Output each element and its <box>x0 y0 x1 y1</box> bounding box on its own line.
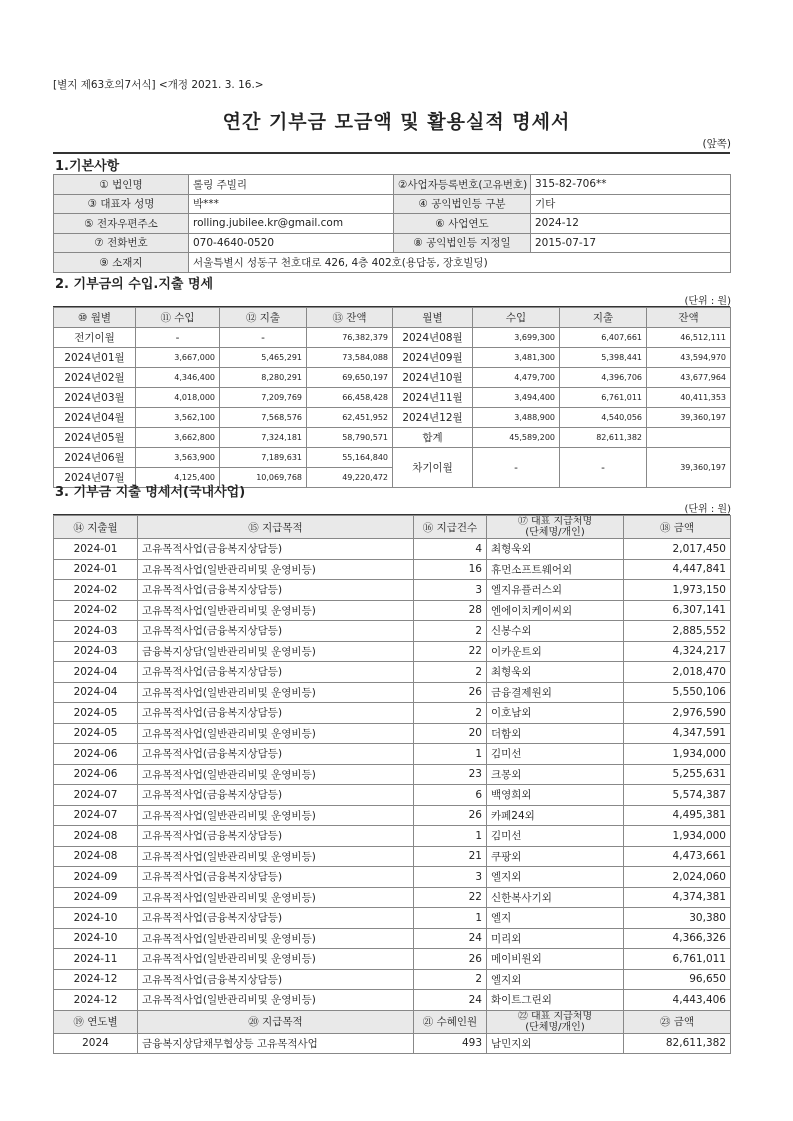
count-cell: 2 <box>414 621 487 642</box>
header-line: ㉒ 대표 지급처명 <box>517 1010 593 1022</box>
income-cell: 3,562,100 <box>136 408 220 428</box>
amount-cell: 4,473,661 <box>624 846 731 867</box>
summary-row <box>54 1033 731 1054</box>
month-cell: 2024-08 <box>54 846 138 867</box>
expenditure-row <box>54 908 731 929</box>
amount-cell: 4,366,326 <box>624 928 731 949</box>
info-row <box>54 214 731 234</box>
info-row <box>54 175 731 195</box>
balance-cell: 73,584,088 <box>307 348 393 368</box>
count-cell: 3 <box>414 580 487 601</box>
purpose-cell: 고유목적사업(금융복지상담등) <box>138 969 414 990</box>
info-label: ②사업자등록번호(고유번호) <box>394 175 531 195</box>
amount-cell: 4,347,591 <box>624 723 731 744</box>
column-header: ㉑ 수혜인원 <box>414 1010 487 1033</box>
payee-cell: 최형욱외 <box>487 662 624 683</box>
payee-cell: 이호남외 <box>487 703 624 724</box>
expenditure-row <box>54 744 731 765</box>
payee-cell: 신봉수외 <box>487 621 624 642</box>
header-line: ⑰ 대표 지급처명 <box>517 516 593 527</box>
amount-cell: 2,017,450 <box>624 539 731 560</box>
column-header: ⑪ 수입 <box>136 308 220 328</box>
info-label: ⑦ 전화번호 <box>54 233 189 253</box>
balance-cell: 62,451,952 <box>307 408 393 428</box>
month-cell: 2024-11 <box>54 949 138 970</box>
column-header: 수입 <box>473 308 560 328</box>
purpose-cell: 고유목적사업(금융복지상담등) <box>138 580 414 601</box>
address-value: 서울특별시 성동구 천호대로 426, 4층 402호(용답동, 장호빌딩) <box>189 253 731 273</box>
header-line: (단체명/개인) <box>525 1021 585 1033</box>
count-cell: 26 <box>414 949 487 970</box>
month-cell: 2024-02 <box>54 580 138 601</box>
amount-cell: 5,255,631 <box>624 764 731 785</box>
month-cell: 2024-04 <box>54 662 138 683</box>
month-row <box>54 368 731 388</box>
info-label: ⑤ 전자우편주소 <box>54 214 189 234</box>
info-label: ③ 대표자 성명 <box>54 194 189 214</box>
payee-cell: 카페24외 <box>487 805 624 826</box>
count-cell: 2 <box>414 969 487 990</box>
amount-cell: 5,574,387 <box>624 785 731 806</box>
income-cell: 45,589,200 <box>473 428 560 448</box>
info-label: ④ 공익법인등 구분 <box>394 194 531 214</box>
purpose-cell: 고유목적사업(일반관리비및 운영비등) <box>138 764 414 785</box>
income-cell: 4,346,400 <box>136 368 220 388</box>
expense-cell: 6,761,011 <box>560 388 647 408</box>
form-number: [별지 제63호의7서식] <개정 2021. 3. 16.> <box>53 79 264 91</box>
payee-cell: 엘지외 <box>487 867 624 888</box>
page-side-label: (앞쪽) <box>702 138 731 150</box>
year-cell: 2024 <box>54 1033 138 1054</box>
month-cell: 2024년09월 <box>393 348 473 368</box>
expense-cell: 8,280,291 <box>220 368 307 388</box>
payee-cell: 화이트그린외 <box>487 990 624 1011</box>
purpose-cell: 고유목적사업(금융복지상담등) <box>138 785 414 806</box>
info-row <box>54 194 731 214</box>
expenditure-row <box>54 805 731 826</box>
header-line: (단체명/개인) <box>525 527 585 538</box>
payee-cell: 김미선 <box>487 826 624 847</box>
expense-cell: 10,069,768 <box>220 468 307 488</box>
purpose-cell: 고유목적사업(금융복지상담등) <box>138 539 414 560</box>
expenditure-row <box>54 662 731 683</box>
count-cell: 23 <box>414 764 487 785</box>
section2-unit: (단위 : 원) <box>684 296 731 307</box>
month-cell: 2024-01 <box>54 539 138 560</box>
column-header: 지출 <box>560 308 647 328</box>
month-cell: 2024년08월 <box>393 328 473 348</box>
income-cell: 4,018,000 <box>136 388 220 408</box>
purpose-cell: 금융복지상담채무협상등 고유목적사업 <box>138 1033 414 1054</box>
payee-cell: 최형욱외 <box>487 539 624 560</box>
purpose-cell: 고유목적사업(일반관리비및 운영비등) <box>138 887 414 908</box>
column-header: ⑯ 지급건수 <box>414 516 487 539</box>
expense-cell: 6,407,661 <box>560 328 647 348</box>
month-cell: 2024년03월 <box>54 388 136 408</box>
purpose-cell: 금융복지상담(일반관리비및 운영비등) <box>138 641 414 662</box>
section1-title: 1.기본사항 <box>55 159 120 174</box>
count-cell: 22 <box>414 641 487 662</box>
carry-forward-balance: 39,360,197 <box>647 448 731 488</box>
month-cell: 2024년10월 <box>393 368 473 388</box>
column-header: ⑱ 금액 <box>624 516 731 539</box>
expenditure-row <box>54 682 731 703</box>
count-cell: 24 <box>414 928 487 949</box>
month-cell: 합계 <box>393 428 473 448</box>
purpose-cell: 고유목적사업(금융복지상담등) <box>138 867 414 888</box>
address-row <box>54 253 731 273</box>
purpose-cell: 고유목적사업(금융복지상담등) <box>138 621 414 642</box>
info-value: 롤링 주빌리 <box>189 175 394 195</box>
amount-cell: 2,018,470 <box>624 662 731 683</box>
balance-cell: 66,458,428 <box>307 388 393 408</box>
column-header: ⑫ 지출 <box>220 308 307 328</box>
carry-forward-month: 차기이월 <box>393 448 473 488</box>
month-row <box>54 328 731 348</box>
month-cell: 2024년07월 <box>54 468 136 488</box>
info-value: rolling.jubilee.kr@gmail.com <box>189 214 394 234</box>
info-value: 2024-12 <box>531 214 731 234</box>
address-label: ⑨ 소재지 <box>54 253 189 273</box>
amount-cell: 6,761,011 <box>624 949 731 970</box>
month-cell: 2024년01월 <box>54 348 136 368</box>
payee-cell: 크몽외 <box>487 764 624 785</box>
month-cell: 2024-01 <box>54 559 138 580</box>
income-cell: 3,662,800 <box>136 428 220 448</box>
summary-header-row <box>54 1010 731 1033</box>
purpose-cell: 고유목적사업(일반관리비및 운영비등) <box>138 928 414 949</box>
payee-cell: 이카운트외 <box>487 641 624 662</box>
expense-cell: 5,465,291 <box>220 348 307 368</box>
expenditure-row <box>54 723 731 744</box>
column-header <box>487 516 624 539</box>
income-cell: 3,481,300 <box>473 348 560 368</box>
count-cell: 2 <box>414 703 487 724</box>
month-cell: 2024년05월 <box>54 428 136 448</box>
month-cell: 2024년06월 <box>54 448 136 468</box>
income-cell: - <box>136 328 220 348</box>
expenditure-row <box>54 703 731 724</box>
month-cell: 2024년04월 <box>54 408 136 428</box>
count-cell: 24 <box>414 990 487 1011</box>
month-cell: 2024-09 <box>54 867 138 888</box>
column-header: 잔액 <box>647 308 731 328</box>
month-cell: 2024-05 <box>54 723 138 744</box>
payee-cell: 금융결제원외 <box>487 682 624 703</box>
expense-cell: 7,189,631 <box>220 448 307 468</box>
column-header: ㉓ 금액 <box>624 1010 731 1033</box>
income-cell: 4,125,400 <box>136 468 220 488</box>
income-cell: 3,699,300 <box>473 328 560 348</box>
purpose-cell: 고유목적사업(일반관리비및 운영비등) <box>138 600 414 621</box>
count-cell: 16 <box>414 559 487 580</box>
month-cell: 2024년11월 <box>393 388 473 408</box>
column-header: ⑲ 연도별 <box>54 1010 138 1033</box>
header-row <box>54 516 731 539</box>
amount-cell: 30,380 <box>624 908 731 929</box>
payee-cell: 엘지외 <box>487 969 624 990</box>
month-cell: 2024-02 <box>54 600 138 621</box>
expenditure-row <box>54 539 731 560</box>
count-cell: 26 <box>414 682 487 703</box>
expenditure-row <box>54 969 731 990</box>
expenditure-row <box>54 580 731 601</box>
income-cell: 3,563,900 <box>136 448 220 468</box>
month-cell: 2024년12월 <box>393 408 473 428</box>
purpose-cell: 고유목적사업(일반관리비및 운영비등) <box>138 990 414 1011</box>
amount-cell: 82,611,382 <box>624 1033 731 1054</box>
purpose-cell: 고유목적사업(금융복지상담등) <box>138 703 414 724</box>
payee-cell: 엔에이치케이씨외 <box>487 600 624 621</box>
amount-cell: 2,024,060 <box>624 867 731 888</box>
info-label: ⑧ 공익법인등 지정일 <box>394 233 531 253</box>
expenditure-row <box>54 990 731 1011</box>
month-cell: 2024-03 <box>54 621 138 642</box>
payee-cell: 엘지유플러스외 <box>487 580 624 601</box>
count-cell: 1 <box>414 744 487 765</box>
month-cell: 2024-09 <box>54 887 138 908</box>
expense-cell: 4,396,706 <box>560 368 647 388</box>
count-cell: 28 <box>414 600 487 621</box>
payee-cell: 남민지외 <box>487 1033 624 1054</box>
count-cell: 21 <box>414 846 487 867</box>
month-cell: 2024-06 <box>54 744 138 765</box>
balance-cell <box>647 428 731 448</box>
purpose-cell: 고유목적사업(금융복지상담등) <box>138 826 414 847</box>
expenditure-row <box>54 641 731 662</box>
expenditure-row <box>54 867 731 888</box>
payee-cell: 신한복사기외 <box>487 887 624 908</box>
payee-cell: 미리외 <box>487 928 624 949</box>
balance-cell: 55,164,840 <box>307 448 393 468</box>
month-cell: 2024-07 <box>54 805 138 826</box>
count-cell: 1 <box>414 908 487 929</box>
expenditure-row <box>54 559 731 580</box>
info-value: 2015-07-17 <box>531 233 731 253</box>
month-cell: 2024-06 <box>54 764 138 785</box>
purpose-cell: 고유목적사업(일반관리비및 운영비등) <box>138 559 414 580</box>
amount-cell: 96,650 <box>624 969 731 990</box>
income-cell: 3,494,400 <box>473 388 560 408</box>
purpose-cell: 고유목적사업(금융복지상담등) <box>138 744 414 765</box>
expenditure-row <box>54 600 731 621</box>
count-cell: 26 <box>414 805 487 826</box>
income-cell: 3,667,000 <box>136 348 220 368</box>
purpose-cell: 고유목적사업(일반관리비및 운영비등) <box>138 949 414 970</box>
balance-cell: 40,411,353 <box>647 388 731 408</box>
amount-cell: 2,976,590 <box>624 703 731 724</box>
amount-cell: 2,885,552 <box>624 621 731 642</box>
expense-cell: 7,209,769 <box>220 388 307 408</box>
header-row <box>54 308 731 328</box>
month-row <box>54 348 731 368</box>
column-header: ⑬ 잔액 <box>307 308 393 328</box>
column-header: ⑩ 월별 <box>54 308 136 328</box>
count-cell: 2 <box>414 662 487 683</box>
payee-cell: 김미선 <box>487 744 624 765</box>
beneficiaries-cell: 493 <box>414 1033 487 1054</box>
purpose-cell: 고유목적사업(일반관리비및 운영비등) <box>138 846 414 867</box>
column-header: 월별 <box>393 308 473 328</box>
month-cell: 2024-12 <box>54 990 138 1011</box>
expenditure-row <box>54 928 731 949</box>
balance-cell: 39,360,197 <box>647 408 731 428</box>
balance-cell: 43,677,964 <box>647 368 731 388</box>
income-expense-table <box>53 307 731 488</box>
expenditure-row <box>54 846 731 867</box>
payee-cell: 더함외 <box>487 723 624 744</box>
income-cell: 4,479,700 <box>473 368 560 388</box>
payee-cell: 백영희외 <box>487 785 624 806</box>
purpose-cell: 고유목적사업(금융복지상담등) <box>138 908 414 929</box>
month-cell: 전기이월 <box>54 328 136 348</box>
carry-forward-expense: - <box>560 448 647 488</box>
expense-cell: 82,611,382 <box>560 428 647 448</box>
balance-cell: 46,512,111 <box>647 328 731 348</box>
expense-cell: 7,568,576 <box>220 408 307 428</box>
month-cell: 2024-10 <box>54 928 138 949</box>
month-cell: 2024-03 <box>54 641 138 662</box>
expenditure-row <box>54 887 731 908</box>
count-cell: 3 <box>414 867 487 888</box>
info-label: ⑥ 사업연도 <box>394 214 531 234</box>
expense-cell: 7,324,181 <box>220 428 307 448</box>
payee-cell: 메이비원외 <box>487 949 624 970</box>
info-value: 315-82-706** <box>531 175 731 195</box>
column-header: ⑳ 지급목적 <box>138 1010 414 1033</box>
amount-cell: 1,934,000 <box>624 826 731 847</box>
month-cell: 2024-12 <box>54 969 138 990</box>
count-cell: 1 <box>414 826 487 847</box>
count-cell: 22 <box>414 887 487 908</box>
amount-cell: 5,550,106 <box>624 682 731 703</box>
amount-cell: 4,447,841 <box>624 559 731 580</box>
carry-forward-income: - <box>473 448 560 488</box>
amount-cell: 4,443,406 <box>624 990 731 1011</box>
month-cell: 2024-05 <box>54 703 138 724</box>
expense-cell: - <box>220 328 307 348</box>
expense-cell: 4,540,056 <box>560 408 647 428</box>
month-row <box>54 408 731 428</box>
amount-cell: 1,934,000 <box>624 744 731 765</box>
month-cell: 2024-08 <box>54 826 138 847</box>
info-value: 070-4640-0520 <box>189 233 394 253</box>
amount-cell: 1,973,150 <box>624 580 731 601</box>
balance-cell: 49,220,472 <box>307 468 393 488</box>
domestic-expenditure-table <box>53 515 731 1054</box>
info-value: 기타 <box>531 194 731 214</box>
expenditure-row <box>54 826 731 847</box>
purpose-cell: 고유목적사업(일반관리비및 운영비등) <box>138 723 414 744</box>
balance-cell: 69,650,197 <box>307 368 393 388</box>
column-header: ⑭ 지출월 <box>54 516 138 539</box>
amount-cell: 6,307,141 <box>624 600 731 621</box>
section2-title: 2. 기부금의 수입.지출 명세 <box>55 277 214 292</box>
amount-cell: 4,374,381 <box>624 887 731 908</box>
income-cell: 3,488,900 <box>473 408 560 428</box>
amount-cell: 4,324,217 <box>624 641 731 662</box>
column-header <box>487 1010 624 1033</box>
basic-info-table <box>53 174 731 273</box>
balance-cell: 58,790,571 <box>307 428 393 448</box>
section3-unit: (단위 : 원) <box>684 504 731 515</box>
month-row <box>54 388 731 408</box>
expenditure-row <box>54 785 731 806</box>
info-label: ① 법인명 <box>54 175 189 195</box>
section3-title: 3. 기부금 지출 명세서(국내사업) <box>55 485 246 500</box>
month-cell: 2024-07 <box>54 785 138 806</box>
month-cell: 2024-04 <box>54 682 138 703</box>
count-cell: 4 <box>414 539 487 560</box>
expense-cell: 5,398,441 <box>560 348 647 368</box>
purpose-cell: 고유목적사업(일반관리비및 운영비등) <box>138 805 414 826</box>
payee-cell: 엘지 <box>487 908 624 929</box>
expenditure-row <box>54 621 731 642</box>
payee-cell: 휴먼소프트웨어외 <box>487 559 624 580</box>
balance-cell: 43,594,970 <box>647 348 731 368</box>
document-title: 연간 기부금 모금액 및 활용실적 명세서 <box>222 111 571 133</box>
month-row <box>54 428 731 448</box>
month-row <box>54 448 731 468</box>
count-cell: 6 <box>414 785 487 806</box>
balance-cell: 76,382,379 <box>307 328 393 348</box>
column-header: ⑮ 지급목적 <box>138 516 414 539</box>
expenditure-row <box>54 949 731 970</box>
purpose-cell: 고유목적사업(일반관리비및 운영비등) <box>138 682 414 703</box>
info-row <box>54 233 731 253</box>
info-value: 박*** <box>189 194 394 214</box>
expenditure-row <box>54 764 731 785</box>
payee-cell: 쿠팡외 <box>487 846 624 867</box>
count-cell: 20 <box>414 723 487 744</box>
amount-cell: 4,495,381 <box>624 805 731 826</box>
month-cell: 2024년02월 <box>54 368 136 388</box>
purpose-cell: 고유목적사업(금융복지상담등) <box>138 662 414 683</box>
month-cell: 2024-10 <box>54 908 138 929</box>
